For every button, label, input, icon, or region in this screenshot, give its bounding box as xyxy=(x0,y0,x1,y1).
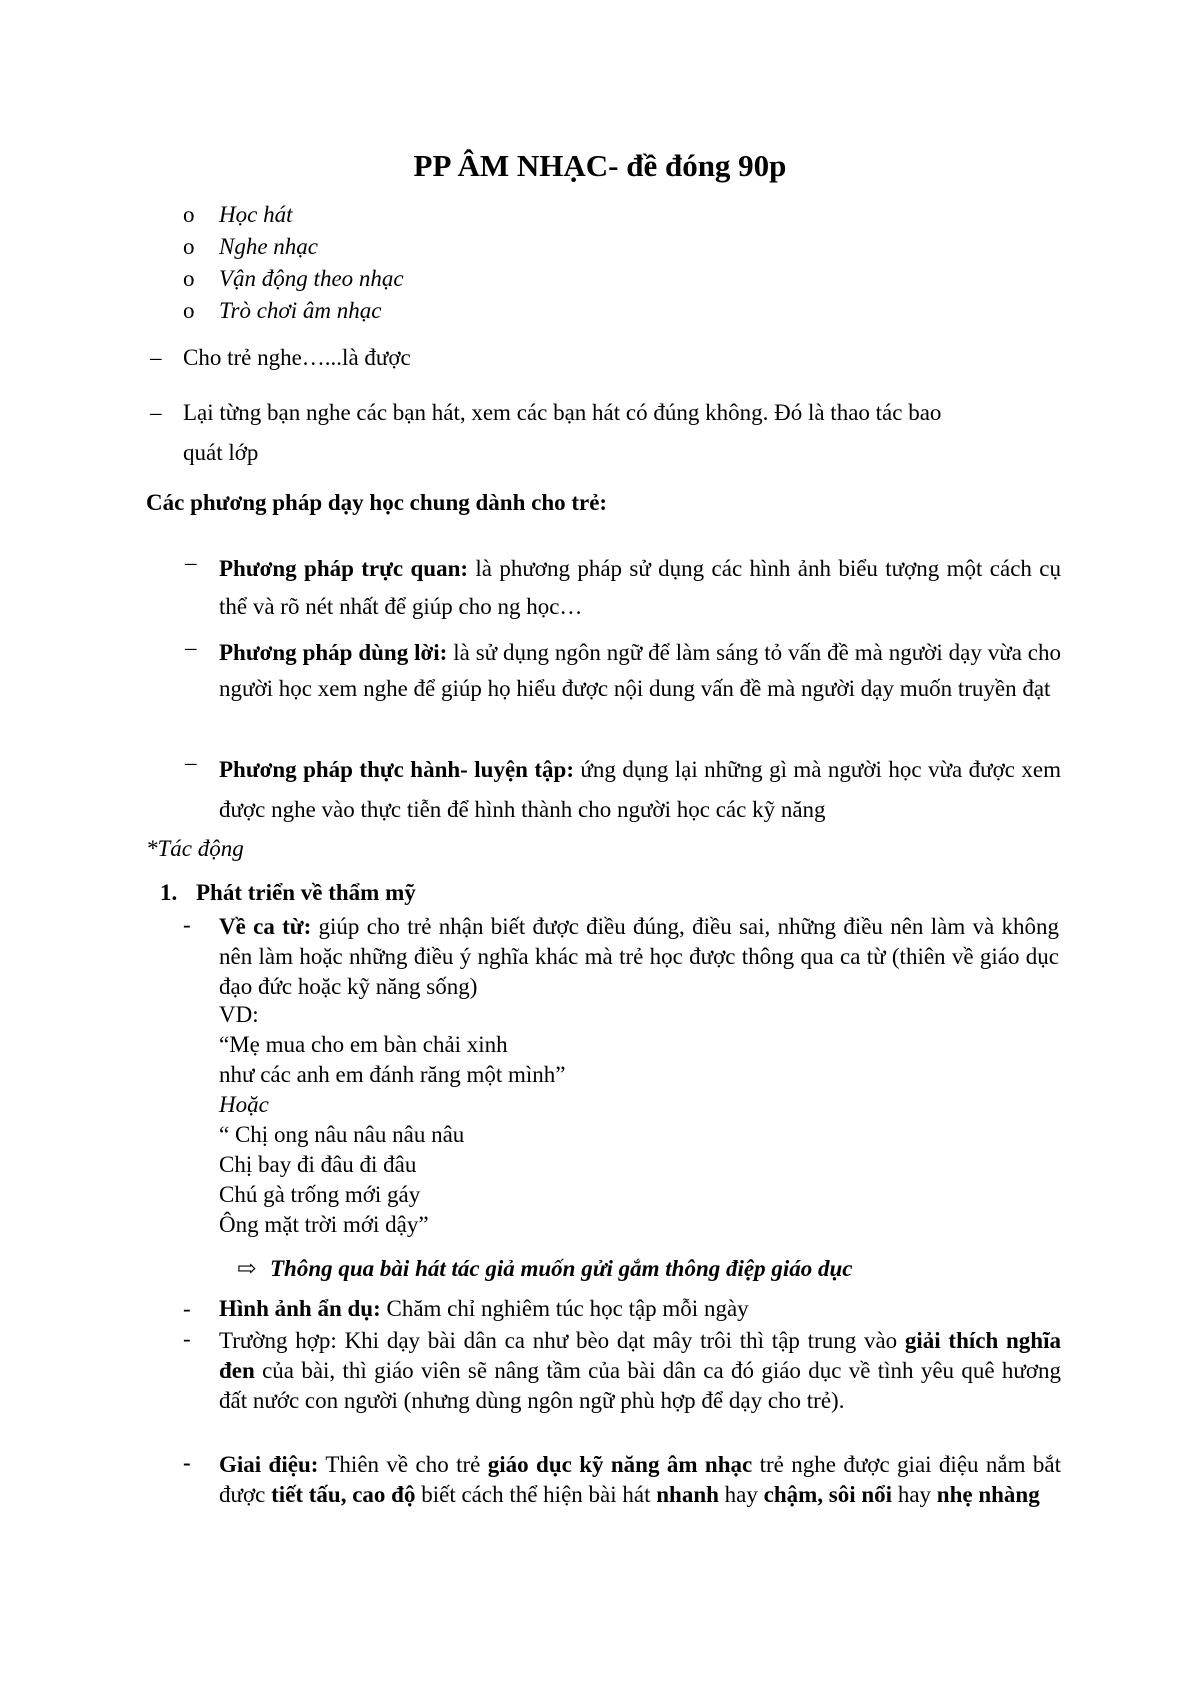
lyric-line: “ Chị ong nâu nâu nâu nâu xyxy=(219,1122,465,1147)
circle-bullet-icon: o xyxy=(183,298,195,323)
methods-heading: Các phương pháp dạy học chung dành cho trẻ: xyxy=(146,490,608,515)
dash-bullet-icon: – xyxy=(185,750,197,775)
method-item: Phương pháp dùng lời: là sử dụng ngôn ngữ để làm sáng tỏ vấn đề mà người dạy vừa cho người học xem nghe để giúp họ hiểu được nội dung vấn đề mà người dạy muốn truyền đạt xyxy=(219,640,1062,701)
hyphen-bullet-icon: - xyxy=(183,1296,191,1321)
dash-bullet-icon: – xyxy=(150,345,162,370)
example-label: VD: xyxy=(219,1002,259,1027)
lyric-line: Chị bay đi đâu đi đâu xyxy=(219,1152,417,1177)
intro-line: quát lớp xyxy=(183,440,259,465)
lyric-line: như các anh em đánh răng một mình” xyxy=(219,1062,566,1087)
page-title: PP ÂM NHẠC- đề đóng 90p xyxy=(413,148,787,183)
section-number: 1. xyxy=(160,880,178,905)
melody-paragraph: Giai điệu: Thiên về cho trẻ giáo dục kỹ năng âm nhạc trẻ nghe được giai điệu nắm bắt được tiết tấu, cao độ biết cách thể hiện bài hát nhanh hay chậm, sôi nổi hay nhẹ nhàng xyxy=(219,1452,1061,1507)
lyric-line: “Mẹ mua cho em bàn chải xinh xyxy=(219,1032,508,1057)
circle-bullet-icon: o xyxy=(183,266,195,291)
impact-label: *Tác động xyxy=(146,836,244,861)
hyphen-bullet-icon: - xyxy=(183,1326,191,1351)
section-title: Phát triển về thẩm mỹ xyxy=(196,880,416,905)
circle-bullet-icon: o xyxy=(183,234,195,259)
document-page: PP ÂM NHẠC- đề đóng 90p o Học hát o Nghe nhạc o Vận động theo nhạc o Trò chơi âm nhạc – Cho trẻ nghe…...là được – Lại từng bạn nghe các bạn hát, xem các bạn hát có đúng không. Đó là thao tác bao quát lớp Các phương pháp dạy học chung dành cho trẻ: – Phương pháp trực quan: là phương pháp sử dụng các hình ảnh biểu tượng một cách cụ thể và rõ nét nhất để giúp cho ng học… – Phương pháp dùng lời: là sử dụng ngôn ngữ để làm sáng tỏ vấn đề mà người dạy vừa cho người học xem nghe để giúp họ hiểu được nội dung vấn đề mà người dạy muốn truyền đạt – Phương pháp thực hành- luyện tập: ứng dụng lại những gì mà người học vừa được xem được nghe vào thực tiễn để hình thành cho người học các kỹ năng *Tác động 1. Phát triển về thẩm mỹ - Về ca từ: giúp cho trẻ nhận biết được điều đúng, điều sai, những điều nên làm và không nên làm hoặc những điều ý nghĩa khác mà trẻ học được thông qua ca từ (thiên về giáo dục đạo đức hoặc kỹ năng sống) VD: “Mẹ mua cho em bàn chải xinh như các anh em đánh răng một mình” Hoặc “ Chị ong nâu nâu nâu nâu Chị bay đi đâu đi đâu Chú gà trống mới gáy Ông mặt trời mới dậy” ⇨ Thông qua bài hát tác giả muốn gửi gắm thông điệp giáo dục - Hình ảnh ẩn dụ: Chăm chỉ nghiêm túc học tập mỗi ngày - Trường hợp: Khi dạy bài dân ca như bèo dạt mây trôi thì tập trung vào giải thích nghĩa đen của bài, thì giáo viên sẽ nâng tầm của bài dân ca đó giáo dục về tình yêu quê hương đất nước con người (nhưng dùng ngôn ngữ phù hợp để dạy cho trẻ). - Giai điệu: Thiên về cho trẻ giáo dục kỹ năng âm nhạc trẻ nghe được giai điệu nắm bắt được tiết tấu, cao độ biết cách thể hiện bài hát nhanh hay chậm, sôi nổi hay nhẹ nhàng xyxy=(0,0,1200,1696)
method-item: Phương pháp thực hành- luyện tập: ứng dụng lại những gì mà người học vừa được xem được nghe vào thực tiễn để hình thành cho người học các kỹ năng xyxy=(219,757,1061,822)
case-paragraph: Trường hợp: Khi dạy bài dân ca như bèo dạt mây trôi thì tập trung vào giải thích nghĩa đen của bài, thì giáo viên sẽ nâng tầm của bài dân ca đó giáo dục về tình yêu quê hương đất nước con người (nhưng dùng ngôn ngữ phù hợp để dạy cho trẻ). xyxy=(219,1328,1061,1413)
circle-bullet-icon: o xyxy=(183,202,195,227)
hyphen-bullet-icon: - xyxy=(183,1450,191,1475)
arrow-right-icon: ⇨ xyxy=(237,1256,257,1281)
hyphen-bullet-icon: - xyxy=(183,912,191,937)
dash-bullet-icon: – xyxy=(185,550,197,575)
conclusion-text: Thông qua bài hát tác giả muốn gửi gắm thông điệp giáo dục xyxy=(270,1256,853,1281)
lyrics-paragraph: Về ca từ: giúp cho trẻ nhận biết được điều đúng, điều sai, những điều nên làm và không nên làm hoặc những điều ý nghĩa khác mà trẻ học được thông qua ca từ (thiên về giáo dục đạo đức hoặc kỹ năng sống) xyxy=(219,914,1059,999)
dash-bullet-icon: – xyxy=(185,635,197,660)
dash-bullet-icon: – xyxy=(150,400,162,425)
method-item: Phương pháp trực quan: là phương pháp sử dụng các hình ảnh biểu tượng một cách cụ thể và rõ nét nhất để giúp cho ng học… xyxy=(219,556,1061,619)
intro-line: Cho trẻ nghe…...là được xyxy=(183,345,411,370)
intro-line: Lại từng bạn nghe các bạn hát, xem các bạn hát có đúng không. Đó là thao tác bao xyxy=(183,400,942,425)
metaphor-line: Hình ảnh ẩn dụ: Chăm chỉ nghiêm túc học tập mỗi ngày xyxy=(219,1296,749,1321)
lyric-line: Ông mặt trời mới dậy” xyxy=(219,1212,429,1237)
or-label: Hoặc xyxy=(219,1092,269,1117)
lyric-line: Chú gà trống mới gáy xyxy=(219,1182,421,1207)
